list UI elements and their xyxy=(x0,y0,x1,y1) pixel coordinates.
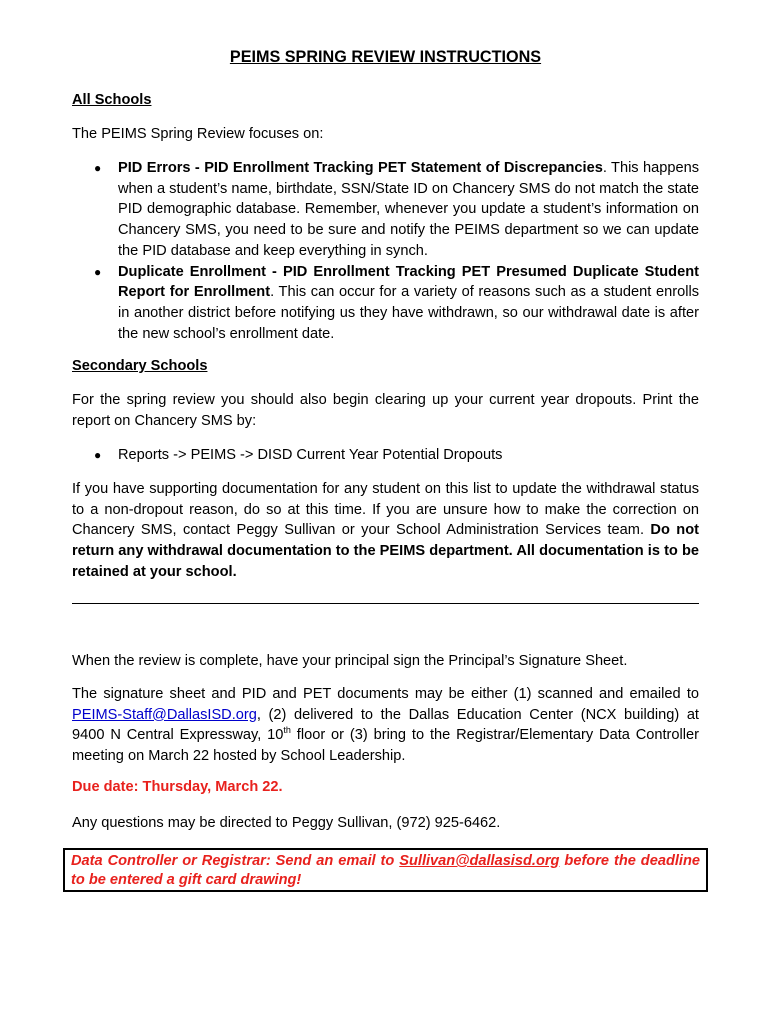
bullet-icon: ● xyxy=(94,161,102,175)
all-schools-heading: All Schools xyxy=(72,92,152,108)
notice-text-1: Data Controller or Registrar: Send an email to xyxy=(71,853,400,869)
peims-email-link[interactable]: PEIMS-Staff@DallasISD.org xyxy=(72,706,257,723)
report-path: Reports -> PEIMS -> DISD Current Year Potential Dropouts xyxy=(118,447,503,463)
notice-box xyxy=(63,848,708,892)
due-date: Due date: Thursday, March 22. xyxy=(72,779,283,795)
bullet-title: Duplicate Enrollment - PID Enrollment Tracking PET Presumed Duplicate Student Report for Enrollment xyxy=(118,263,699,301)
signature-text-2: , (2) delivered to the Dallas Education Center (NCX building) at 9400 N Central Expressway, 10 xyxy=(72,706,699,744)
documentation-paragraph xyxy=(72,479,699,583)
bullet-title: PID Errors - PID Enrollment Tracking PET Statement of Discrepancies xyxy=(118,160,603,176)
secondary-intro: For the spring review you should also begin clearing up your current year dropouts. Print the report on Chancery SMS by: xyxy=(72,392,699,429)
signature-paragraph xyxy=(72,684,699,767)
bullet-icon: ● xyxy=(94,448,102,462)
list-item xyxy=(72,158,699,262)
secondary-schools-heading: Secondary Schools xyxy=(72,358,208,374)
list-item xyxy=(72,262,699,345)
review-complete-text: When the review is complete, have your principal sign the Principal’s Signature Sheet. xyxy=(72,653,628,669)
sullivan-email-link[interactable]: Sullivan@dallasisd.org xyxy=(399,853,560,869)
bullet-text: . This happens when a student’s name, birthdate, SSN/State ID on Chancery SMS do not match the state PID demographic database. Remember, whenever you update a student’s information on Chancery SMS, you need to be sure and notify the PEIMS department so we can update the PID database and keep everything in synch. xyxy=(118,160,699,259)
signature-text-1: The signature sheet and PID and PET documents may be either (1) scanned and emailed to xyxy=(72,686,699,702)
report-path-list xyxy=(72,445,699,466)
notice-text-2: before the deadline to be entered a gift card drawing! xyxy=(71,853,700,888)
focus-list xyxy=(72,158,699,344)
documentation-text: If you have supporting documentation for any student on this list to update the withdrawal status to a non-dropout reason, do so at this time. If you are unsure how to make the correction on Chancery SMS, contact Peggy Sullivan or your School Administration Services team. xyxy=(72,481,699,539)
documentation-warning: Do not return any withdrawal documentation to the PEIMS department. All documentation is to be retained at your school. xyxy=(72,522,699,580)
bullet-icon: ● xyxy=(94,264,102,279)
list-item xyxy=(72,445,699,466)
all-schools-intro: The PEIMS Spring Review focuses on: xyxy=(72,126,324,142)
signature-text-3: floor or (3) bring to the Registrar/Elementary Data Controller meeting on March 22 hosted by School Leadership. xyxy=(72,727,699,765)
ordinal-suffix: th xyxy=(283,725,291,736)
questions-text: Any questions may be directed to Peggy Sullivan, (972) 925-6462. xyxy=(72,815,501,831)
page-title: PEIMS SPRING REVIEW INSTRUCTIONS xyxy=(229,48,542,66)
bullet-text: . This can occur for a variety of reasons such as a student enrolls in another district before notifying us they have withdrawn, so our withdrawal date is after the new school’s enrollment date. xyxy=(118,284,699,342)
section-divider xyxy=(72,603,699,604)
